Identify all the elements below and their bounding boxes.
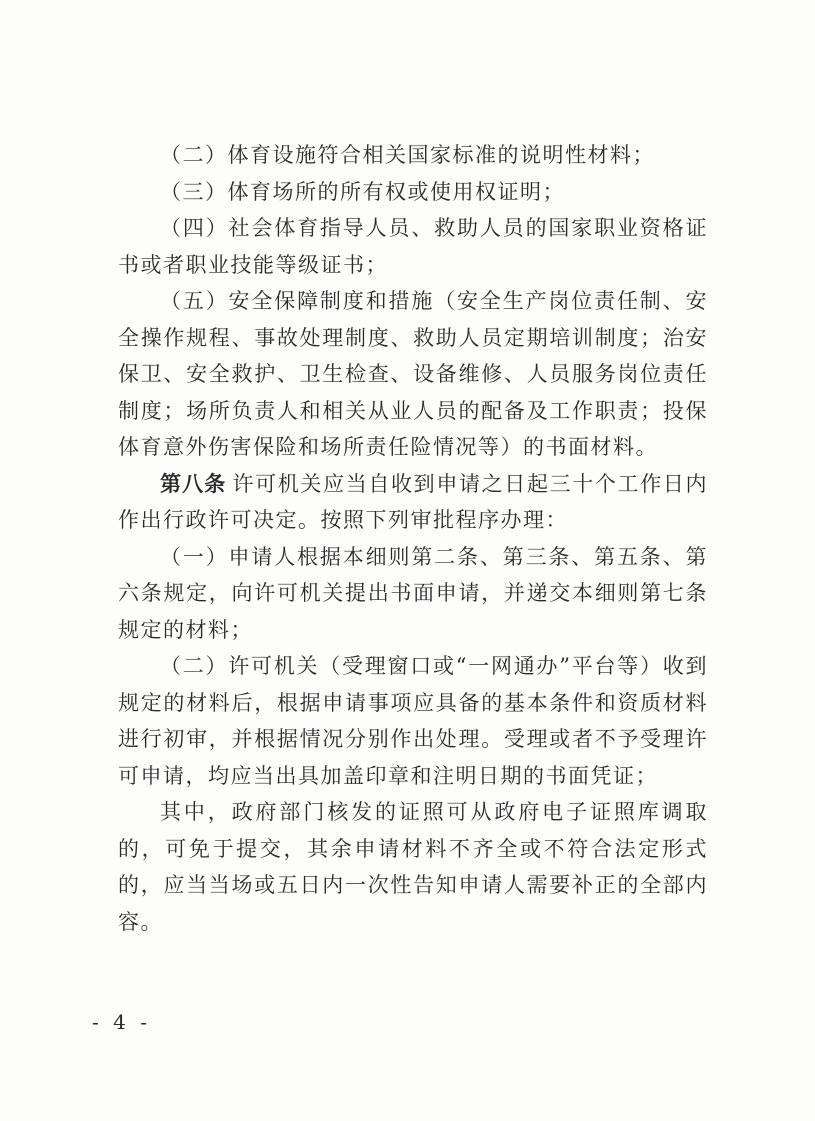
paragraph-3 bbox=[118, 210, 708, 283]
article-label: 第八条 bbox=[160, 471, 227, 496]
paragraph-7-text: （二）许可机关（受理窗口或“一网通办”平台等）收到规定的材料后，根据申请事项应具备的基本条件和资质材料进行初审，并根据情况分别作出处理。受理或者不予受理许可申请，均应当出具加盖印章和注明日期的书面凭证； bbox=[118, 654, 708, 788]
paragraph-4-text: （五）安全保障制度和措施（安全生产岗位责任制、安全操作规程、事故处理制度、救助人员定期培训制度；治安保卫、安全救护、卫生检查、设备维修、人员服务岗位责任制度；场所负责人和相关从业人员的配备及工作职责；投保体育意外伤害保险和场所责任险情况等）的书面材料。 bbox=[118, 289, 708, 459]
document-body bbox=[118, 137, 708, 940]
paragraph-4 bbox=[118, 283, 708, 466]
paragraph-2-text: （三）体育场所的所有权或使用权证明； bbox=[160, 179, 565, 204]
page-number: - 4 - bbox=[92, 1010, 151, 1034]
paragraph-5-text: 许可机关应当自收到申请之日起三十个工作日内作出行政许可决定。按照下列审批程序办理： bbox=[118, 471, 709, 532]
paragraph-8-text: 其中，政府部门核发的证照可从政府电子证照库调取的，可免于提交，其余申请材料不齐全或不符合法定形式的，应当当场或五日内一次性告知申请人需要补正的全部内容。 bbox=[118, 800, 708, 934]
paragraph-7 bbox=[118, 648, 708, 794]
paragraph-1-text: （二）体育设施符合相关国家标准的说明性材料； bbox=[160, 143, 655, 167]
paragraph-6-text: （一）申请人根据本细则第二条、第三条、第五条、第六条规定，向许可机关提出书面申请，并递交本细则第七条规定的材料； bbox=[118, 544, 708, 642]
paragraph-6 bbox=[118, 539, 708, 649]
paragraph-5 bbox=[118, 466, 708, 539]
paragraph-8 bbox=[118, 794, 708, 940]
paragraph-2 bbox=[118, 174, 708, 211]
paragraph-1 bbox=[118, 137, 708, 174]
paragraph-3-text: （四）社会体育指导人员、救助人员的国家职业资格证书或者职业技能等级证书； bbox=[118, 216, 708, 277]
